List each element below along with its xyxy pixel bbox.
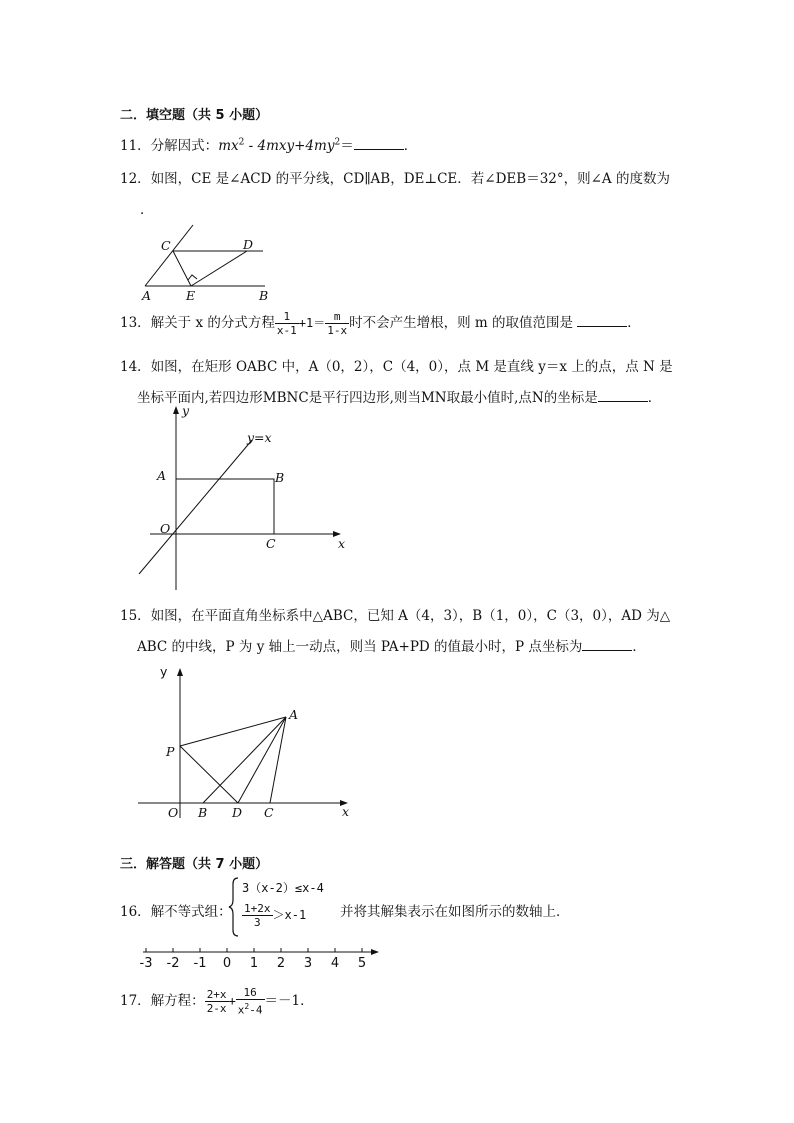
question-12: [120, 167, 670, 187]
label-C: C: [161, 238, 171, 253]
fraction-2: $\frac{16}{x^2-4}$: [237, 986, 263, 1017]
section-title-answer: 三．解答题（共 7 小题）: [120, 857, 269, 872]
question-14: [120, 355, 673, 375]
number-line-tick-label: 0: [222, 956, 232, 971]
question-11: 11．分解因式：$mx^2 - 4mxy+4my^2=$ ．: [120, 137, 418, 154]
question-text: 分解因式：: [150, 138, 219, 154]
answer-blank[interactable]: [598, 389, 648, 402]
label-A: A: [142, 288, 152, 303]
number-line-tick-label: -2: [166, 956, 180, 971]
label-P: P: [166, 744, 175, 759]
fraction-1: $\frac{2+x}{2-x}$: [206, 987, 227, 1015]
label-B: B: [259, 288, 269, 303]
question-number: 11．: [120, 138, 151, 154]
question-number: 16．: [120, 904, 151, 920]
question-16: 16．解不等式组：: [120, 904, 232, 920]
question-13: 13．解关于 x 的分式方程 $\frac{1}{x-1}$ +1＝ $\frac{m}{1-x}$ 时不会产生增根，则 m 的取值范围是 ．: [120, 310, 641, 337]
number-line-tick-label: -3: [139, 956, 153, 971]
line-label: y=x: [247, 430, 272, 445]
label-B: B: [198, 805, 208, 820]
label-D: D: [243, 237, 254, 252]
question-15-line2: ABC 的中线，P 为 y 轴上一动点，则当 PA+PD 的值最小时，P 点坐标为 ．: [137, 639, 646, 655]
answer-blank[interactable]: [354, 137, 404, 150]
number-line-tick-label: 4: [330, 956, 340, 971]
answer-blank[interactable]: [582, 638, 632, 651]
expression: mx: [218, 138, 239, 154]
fraction: $\frac{1+2x}{3}$: [244, 902, 271, 929]
number-line-tick-label: -1: [193, 956, 207, 971]
label-O: O: [160, 521, 171, 536]
label-B: B: [275, 470, 285, 485]
axis-label-y: y: [182, 403, 190, 418]
question-text: 如图，CE 是∠ACD 的平分线，CD∥AB，DE⊥CE．若∠DEB＝32°，则∠A 的度数为: [150, 171, 670, 187]
label-C: C: [266, 536, 276, 551]
inequality-2: $\frac{1+2x}{3}$ ＞x-1: [244, 902, 307, 929]
question-number: 12．: [120, 171, 151, 187]
label-E: E: [186, 288, 196, 303]
axis-label-y: y: [160, 664, 168, 679]
question-17: 17．解方程： $\frac{2+x}{2-x}$ + $\frac{16}{x^2-4}$ ＝－1．: [120, 986, 314, 1017]
number-line-tick-label: 2: [276, 956, 286, 971]
fraction-1: $\frac{1}{x-1}$: [276, 310, 297, 337]
figure-q14: [130, 400, 360, 595]
figure-q15: [130, 658, 360, 828]
label-O: O: [168, 805, 179, 820]
number-line-tick-label: 1: [249, 956, 259, 971]
question-15: [120, 604, 670, 624]
answer-blank[interactable]: [577, 314, 627, 327]
section-title-fill-in: 二．填空题（共 5 小题）: [120, 108, 269, 123]
label-A: A: [289, 707, 299, 722]
axis-label-x: x: [342, 804, 350, 819]
fraction-2: $\frac{m}{1-x}$: [327, 310, 348, 337]
question-12-line2: ．: [140, 202, 154, 218]
axis-label-x: x: [338, 536, 346, 551]
question-number: 15．: [120, 608, 151, 624]
label-C: C: [264, 805, 274, 820]
brace-icon: [228, 876, 240, 938]
number-line-tick-label: 3: [303, 956, 313, 971]
question-number: 17．: [120, 992, 151, 1009]
question-14-line2: 坐标平面内,若四边形MBNC是平行四边形,则当MN取最小值时,点N的坐标是 ．: [137, 390, 662, 406]
inequality-1: 3（x-2）≤x-4: [242, 881, 324, 895]
label-A: A: [157, 468, 167, 483]
question-number: 13．: [120, 315, 151, 331]
question-16-suffix: 并将其解集表示在如图所示的数轴上．: [340, 904, 570, 920]
question-text: 如图，在平面直角坐标系中△ABC，已知 A（4，3），B（1，0），C（3，0），AD 为△: [150, 608, 671, 624]
label-D: D: [232, 805, 243, 820]
number-line-tick-label: 5: [357, 956, 367, 971]
figure-q12: [135, 220, 275, 305]
question-number: 14．: [120, 359, 151, 375]
question-text: 如图，在矩形 OABC 中，A（0，2），C（4，0），点 M 是直线 y＝x 上的点，点 N 是: [150, 359, 673, 375]
